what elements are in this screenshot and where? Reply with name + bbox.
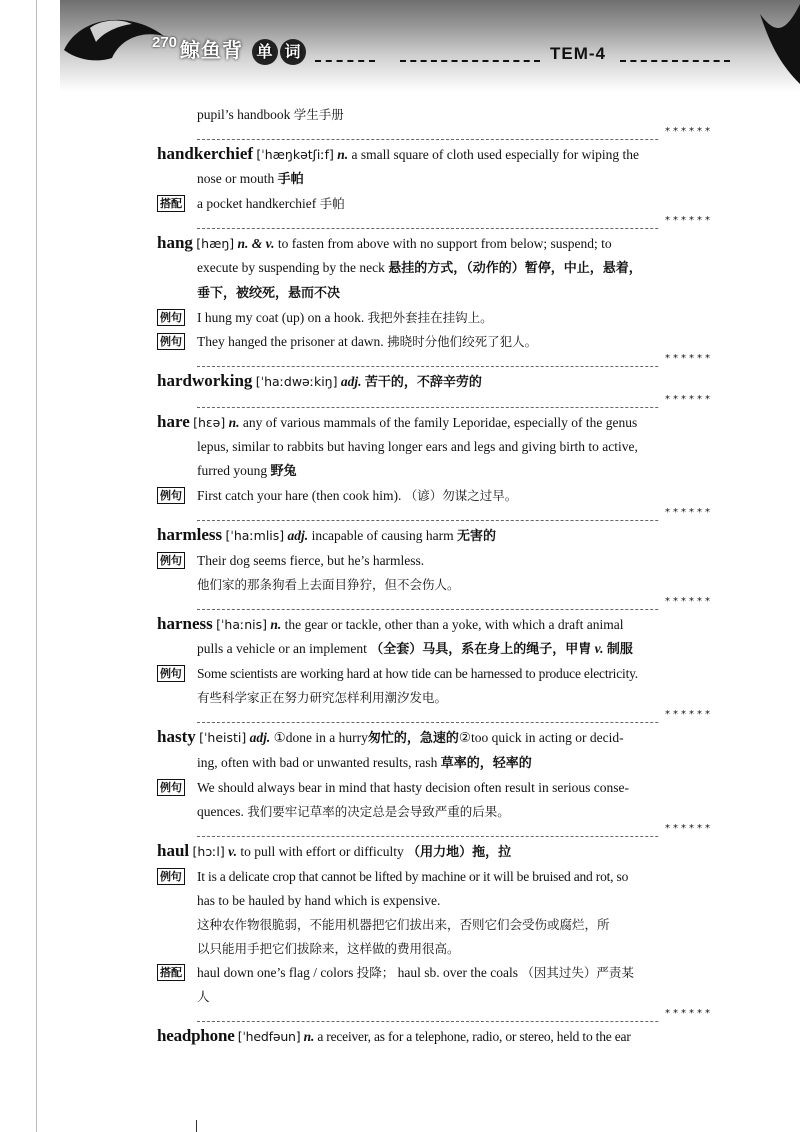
entry-separator [197,597,713,610]
example-translation-line [157,573,713,597]
example-tag: 例句 [157,552,185,569]
example-sentence: I hung my coat (up) on a hook. [197,310,365,325]
definition: ing, often with bad or unwanted results, rash [197,755,438,770]
collocation: a pocket handkerchief [197,196,317,211]
headword: harness [157,614,213,633]
part-of-speech: adj. [249,730,271,745]
example-translation: 以只能用手把它们拔除来，这样做的费用很高。 [197,941,460,956]
example-tag: 例句 [157,309,185,326]
entry-harness [157,612,713,637]
binding-margin-line [36,0,37,1132]
entry-handkerchief [157,142,713,167]
translation: 无害的 [457,529,497,544]
translation: 手帕 [277,172,304,187]
entry-hardworking [157,369,713,395]
exam-label: TEM-4 [550,44,606,63]
collocation-translation: 手帕 [319,196,345,211]
pronunciation: [ˈhaːmlis] [225,528,285,543]
example-row [157,776,713,800]
collocation: haul down one’s flag / colors [197,965,354,980]
translation: 制服 [606,642,633,657]
example-translation: 有些科学家正在努力研究怎样利用潮汐发电。 [197,690,448,705]
collocation-row [157,192,713,216]
stars-mark: ****** [659,388,713,412]
definition: the gear or tackle, other than a yoke, with which a draft animal [284,617,624,632]
example-sentence: Some scientists are working hard at how tide can be harnessed to produce electricity. [197,666,638,681]
definition: a receiver, as for a telephone, radio, or stereo, held to the ear [317,1029,631,1044]
example-row [157,484,713,508]
example-sentence: First catch your hare (then cook him). [197,488,402,503]
definition: a small square of cloth used especially for wiping the [351,147,640,162]
example-tag: 例句 [157,665,185,682]
example-translation-line [157,686,713,710]
entry-separator [197,216,713,229]
entry-headphone [157,1024,713,1049]
collocation-tag: 搭配 [157,195,185,212]
example-tag: 例句 [157,868,185,885]
part-of-speech: v. [594,641,604,656]
header-corner-decoration-icon [740,4,800,84]
part-of-speech: n. [270,617,282,632]
translation: （全套）马具，系在身上的绳子，甲胄 [370,642,592,657]
example-translation: 我们要牢记草率的决定总是会导致严重的后果。 [247,804,510,819]
collocation: haul sb. over the coals [397,965,518,980]
page-header [60,0,800,92]
entry-separator [197,127,713,140]
pronunciation: [ˈhæŋkətʃiːf] [256,147,334,162]
entry-separator [197,395,713,408]
page-number: 270 [152,34,178,51]
translation: 野兔 [270,464,297,479]
definition: ②too quick in acting or decid- [458,730,624,745]
example-sentence: We should always bear in mind that hasty decision often result in serious conse- [197,780,629,795]
definition: furred young [197,463,268,478]
part-of-speech: adj. [287,528,309,543]
definition: any of various mammals of the family Leporidae, especially of the genus [242,415,638,430]
definition: pulls a vehicle or an implement [197,641,367,656]
stars-mark: ****** [659,1002,713,1026]
definition-line [157,637,713,662]
example-continuation [157,800,713,824]
part-of-speech: n. [228,415,240,430]
collocation-translation: （因其过失）严责某 [521,965,634,980]
stars-mark: ****** [659,590,713,614]
headword: hardworking [157,371,253,390]
entry-haul [157,839,713,865]
stars-mark: ****** [659,347,713,371]
stars-mark: ****** [659,209,713,233]
example-translation: 拂晓时分他们绞死了犯人。 [387,334,538,349]
headword: hang [157,233,193,252]
example-translation: 这种农作物很脆弱，不能用机器把它们拔出来，否则它们会受伤或腐烂，所 [197,917,610,932]
entry-separator [197,824,713,837]
entry-hasty [157,725,713,751]
definition: to pull with effort or difficulty [240,844,404,859]
example-translation: 我把外套挂在挂钩上。 [367,310,493,325]
stars-mark: ****** [659,120,713,144]
example-row [157,330,713,354]
book-title-prefix: 鲸鱼背 [180,38,243,62]
example-translation: 他们家的那条狗看上去面目狰狞，但不会伤人。 [197,577,460,592]
definition-line [157,167,713,192]
translation: 匆忙的，急速的 [367,731,459,746]
definition-line [157,256,713,281]
pronunciation: [ˈheisti] [199,730,247,745]
entry-harmless [157,523,713,549]
headword: headphone [157,1026,235,1045]
part-of-speech: n. [337,147,349,162]
phrase: pupil’s handbook [197,107,291,122]
entry-separator [197,508,713,521]
page-bottom-mark [196,1120,197,1132]
title-circle-char: 词 [280,39,306,65]
example-translation-line [157,913,713,937]
example-sentence: Their dog seems fierce, but he’s harmless. [197,553,425,568]
pronunciation: [hɛə] [193,415,226,430]
collocation-translation: 投降； [356,965,395,980]
translation: 垂下，被绞死，悬而不决 [197,286,341,301]
entry-separator [197,354,713,367]
stars-mark: ****** [659,703,713,727]
header-dash-line [620,60,730,62]
pronunciation: [hæŋ] [196,236,235,251]
definition: lepus, similar to rabbits but having longer ears and legs and giving birth to active, [197,439,638,454]
stars-mark: ****** [659,501,713,525]
collocation-row [157,961,713,985]
example-sentence: quences. [197,804,244,819]
example-row [157,549,713,573]
collocation-translation: 人 [197,989,210,1004]
collocation-continuation [157,985,713,1009]
headword: hare [157,412,190,431]
entry-continuation [157,103,713,127]
collocation-tag: 搭配 [157,964,185,981]
dictionary-content [157,103,713,1049]
example-tag: 例句 [157,779,185,796]
example-translation: （谚）勿谋之过早。 [404,488,518,503]
example-sentence: They hanged the prisoner at dawn. [197,334,384,349]
definition-line [157,281,713,306]
example-translation-line [157,937,713,961]
translation: 苦干的，不辞辛劳的 [364,375,482,390]
example-tag: 例句 [157,333,185,350]
title-circle-char: 单 [252,39,278,65]
phrase-translation: 学生手册 [293,107,344,122]
entry-hare [157,410,713,435]
header-dash-line [400,60,540,62]
book-title [180,34,307,65]
entry-separator [197,1009,713,1022]
definition: execute by suspending by the neck [197,260,385,275]
translation: 草率的，轻率的 [440,756,532,771]
definition: ①done in a hurry [273,730,368,745]
example-row [157,306,713,330]
definition-line [157,751,713,776]
translation: 悬挂的方式，（动作的）暂停，中止，悬着， [388,261,642,276]
header-dash-line [315,60,375,62]
pronunciation: [hɔːl] [192,844,225,859]
headword: haul [157,841,190,860]
pronunciation: [ˈhaːdwəːkiŋ] [255,374,338,389]
definition: incapable of causing harm [311,528,454,543]
part-of-speech: n. & v. [237,236,275,251]
part-of-speech: n. [303,1029,315,1044]
example-sentence: has to be hauled by hand which is expensive. [197,893,441,908]
example-continuation [157,889,713,913]
translation: （用力地）拖，拉 [407,845,512,860]
part-of-speech: adj. [340,374,362,389]
entry-hang [157,231,713,256]
definition-line [157,459,713,484]
pronunciation: [ˈhedfəun] [237,1029,301,1044]
entry-separator [197,710,713,723]
definition: to fasten from above with no support from below; suspend; to [277,236,612,251]
example-row [157,865,713,889]
example-tag: 例句 [157,487,185,504]
definition: nose or mouth [197,171,275,186]
example-sentence: It is a delicate crop that cannot be lifted by machine or it will be bruised and rot, so [197,869,629,884]
headword: hasty [157,727,196,746]
stars-mark: ****** [659,817,713,841]
pronunciation: [ˈhaːnis] [216,617,268,632]
example-row [157,662,713,686]
part-of-speech: v. [228,844,237,859]
headword: harmless [157,525,223,544]
definition-line [157,435,713,459]
headword: handkerchief [157,144,254,163]
